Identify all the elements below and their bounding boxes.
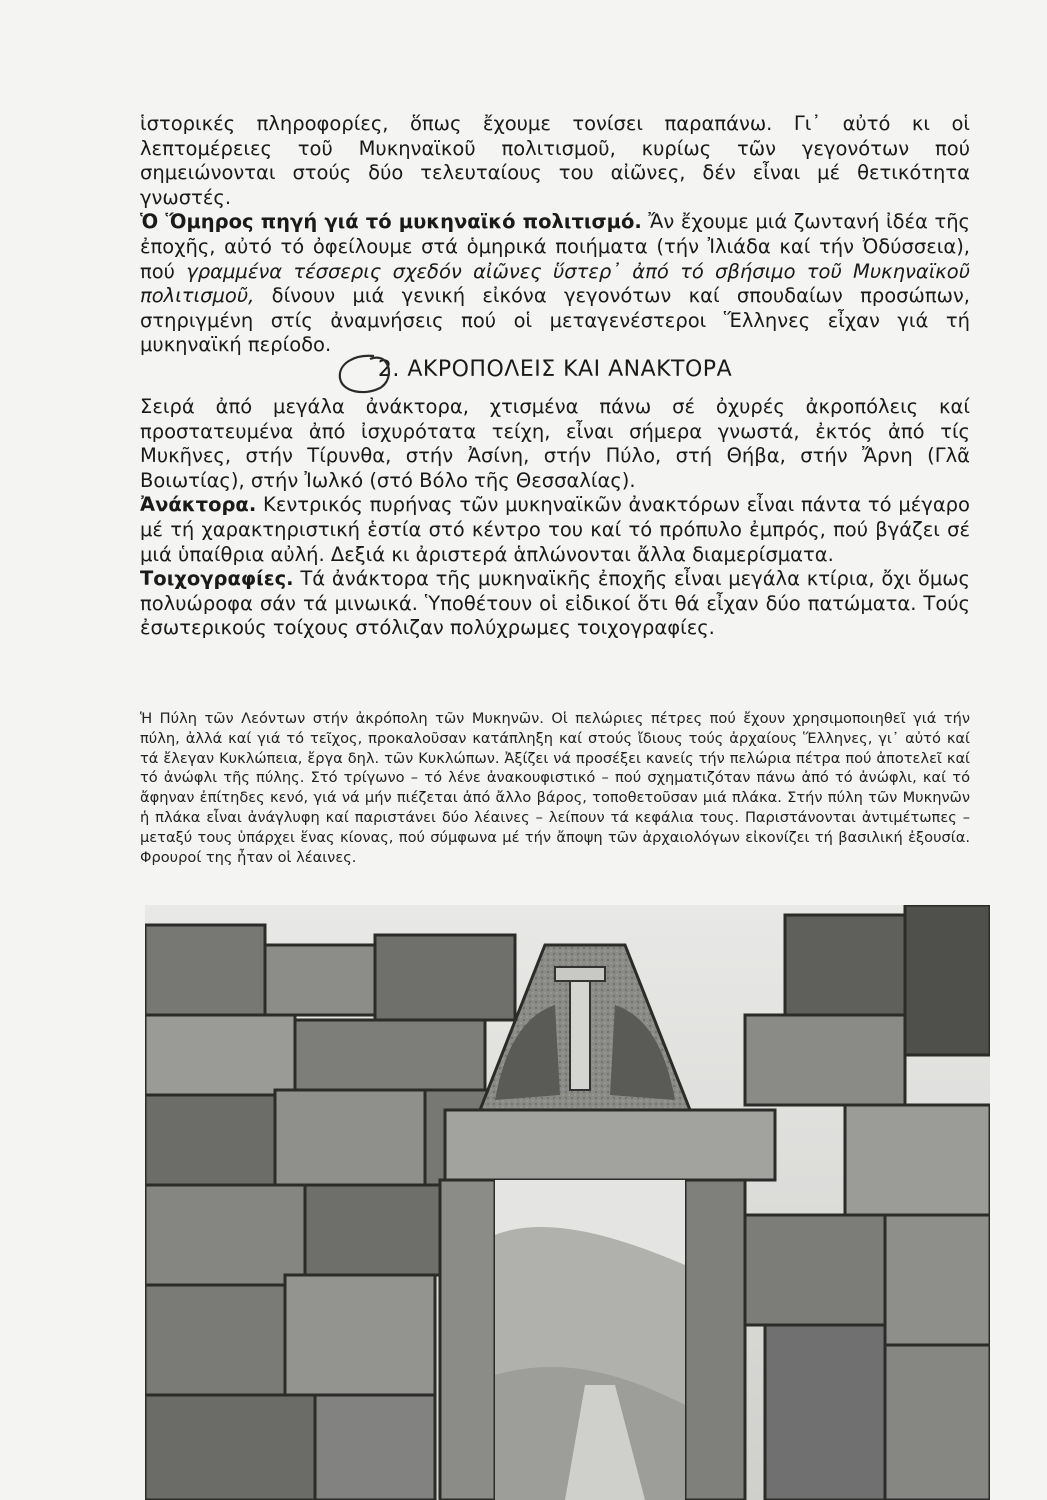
- section-title: ΑΚΡΟΠΟΛΕΙΣ ΚΑΙ ΑΝΑΚΤΟΡΑ: [407, 357, 733, 382]
- paragraph-homer: [140, 210, 970, 358]
- section-number: 2.: [377, 357, 400, 382]
- paragraph-acropolis: Σειρά ἀπό μεγάλα ἀνάκτορα, χτισμένα πάνω σέ ὀχυρές ἀκροπόλεις καί προστατευμένα ἀπό ἰσχυρότατα τείχη, εἶναι σήμερα γνωστά, ἐκτός ἀπό τίς Μυκῆνες, στήν Τίρυνθα, στήν Ἀσίνη, στήν Πύλο, στή Θήβα, στήν Ἄρνη (Γλᾶ Βοιωτίας), στήν Ἰωλκό (στό Βόλο τῆς Θεσσαλίας).: [140, 395, 970, 492]
- homer-text-b: δίνουν μιά γενική εἰκόνα γεγονότων καί σπουδαίων προσώπων, στηριγμένη στίς ἀναμνήσεις πού οἱ μεταγενέστεροι Ἕλληνες εἶχαν γιά τή μυκηναϊκή περίοδο.: [140, 284, 970, 357]
- paragraph-palaces: [140, 493, 970, 567]
- photo-caption: Ἡ Πύλη τῶν Λεόντων στήν ἀκρόπολη τῶν Μυκηνῶν. Οἱ πελώριες πέτρες πού ἔχουν χρησιμοποιηθεῖ γιά τήν πύλη, ἀλλά καί γιά τό τεῖχος, προκαλοῦσαν κατάπληξη καί στούς ἴδιους τούς ἀρχαίους Ἕλληνες, γι᾿ αὐτό καί τά ἔλεγαν Κυκλώπεια, ἔργα δηλ. τῶν Κυκλώπων. Ἀξίζει νά προσέξει κανείς τήν πελώρια πέτρα πού ἀποτελεῖ καί τό ἀνώφλι τῆς πύλης. Στό τρίγωνο – τό λένε ἀνακουφιστικό – πού σχηματιζόταν πάνω ἀπό τό ἀνώφλι, καί τό ἄφηναν ἐπίτηδες κενό, γιά νά μήν πιέζεται ἀπό ἄλλο βάρος, τοποθετοῦσαν μιά πλάκα. Στήν πύλη τῶν Μυκηνῶν ἡ πλάκα εἶναι ἀνάγλυφη καί παριστάνει δύο λέαινες – λείπουν τά κεφάλια τους. Παριστάνονται ἀντιμέτωπες – μεταξύ τους ὑπάρχει ἕνας κίονας, πού σύμφωνα μέ τήν ἄποψη τῶν ἀρχαιολόγων εἰκονίζει τή βασιλική ἐξουσία. Φρουροί της ἦταν οἱ λέαινες.: [140, 710, 970, 866]
- palaces-text: Κεντρικός πυρήνας τῶν μυκηναϊκῶν ἀνακτόρων εἶναι πάντα τό μέγαρο μέ τή χαρακτηριστική ἑστία στό κέντρο του καί τό πρόπυλο ἐμπρός, πού βγάζει σέ μιά ὑπαίθρια αὐλή. Δεξιά κι ἀριστερά ἁπλώνονται ἄλλα διαμερίσματα.: [140, 493, 970, 566]
- paragraph-frescoes: [140, 567, 970, 641]
- paragraph-intro: ἱστορικές πληροφορίες, ὅπως ἔχουμε τονίσει παραπάνω. Γι᾿ αὐτό κι οἱ λεπτομέρειες τοῦ Μυκηναϊκοῦ πολιτισμοῦ, κυρίως τῶν γεγονότων πού σημειώνονται στούς δύο τελευταίους του αἰῶνες, δέν εἶναι μέ θετικότητα γνωστές.: [140, 112, 970, 209]
- pen-circle-mark: [334, 352, 396, 396]
- section-heading: [140, 357, 970, 382]
- homer-italic: γραμμένα τέσσερις σχεδόν αἰῶνες ὕστερ᾿ ἀπό τό σβήσιμο τοῦ Μυκηναϊκοῦ πολιτισμοῦ,: [140, 259, 971, 308]
- top-text-block: [140, 112, 970, 358]
- frescoes-text: Τά ἀνάκτορα τῆς μυκηναϊκῆς ἐποχῆς εἶναι μεγάλα κτίρια, ὄχι ὅμως πολυώροφα σάν τά μινωικά. Ὑποθέτουν οἱ εἰδικοί ὅτι θά εἶχαν δύο πατώματα. Τούς ἐσωτερικούς τοίχους στόλιζαν πολύχρωμες τοιχογραφίες.: [140, 567, 970, 640]
- lion-gate-illustration: [145, 905, 990, 1500]
- homer-text-a: Ἄν ἔχουμε μιά ζωντανή ἰδέα τῆς ἐποχῆς, αὐτό τό ὀφείλουμε στά ὁμηρικά ποιήματα (τήν Ἰλιάδα καί τήν Ὀδύσσεια), πού: [140, 210, 971, 283]
- palaces-heading: Ἀνάκτορα.: [140, 493, 257, 517]
- lion-gate-photo: [145, 905, 990, 1500]
- frescoes-heading: Τοιχογραφίες.: [140, 567, 294, 591]
- bottom-text-block: [140, 395, 970, 641]
- homer-heading: Ὁ Ὅμηρος πηγή γιά τό μυκηναϊκό πολιτισμό.: [140, 210, 642, 234]
